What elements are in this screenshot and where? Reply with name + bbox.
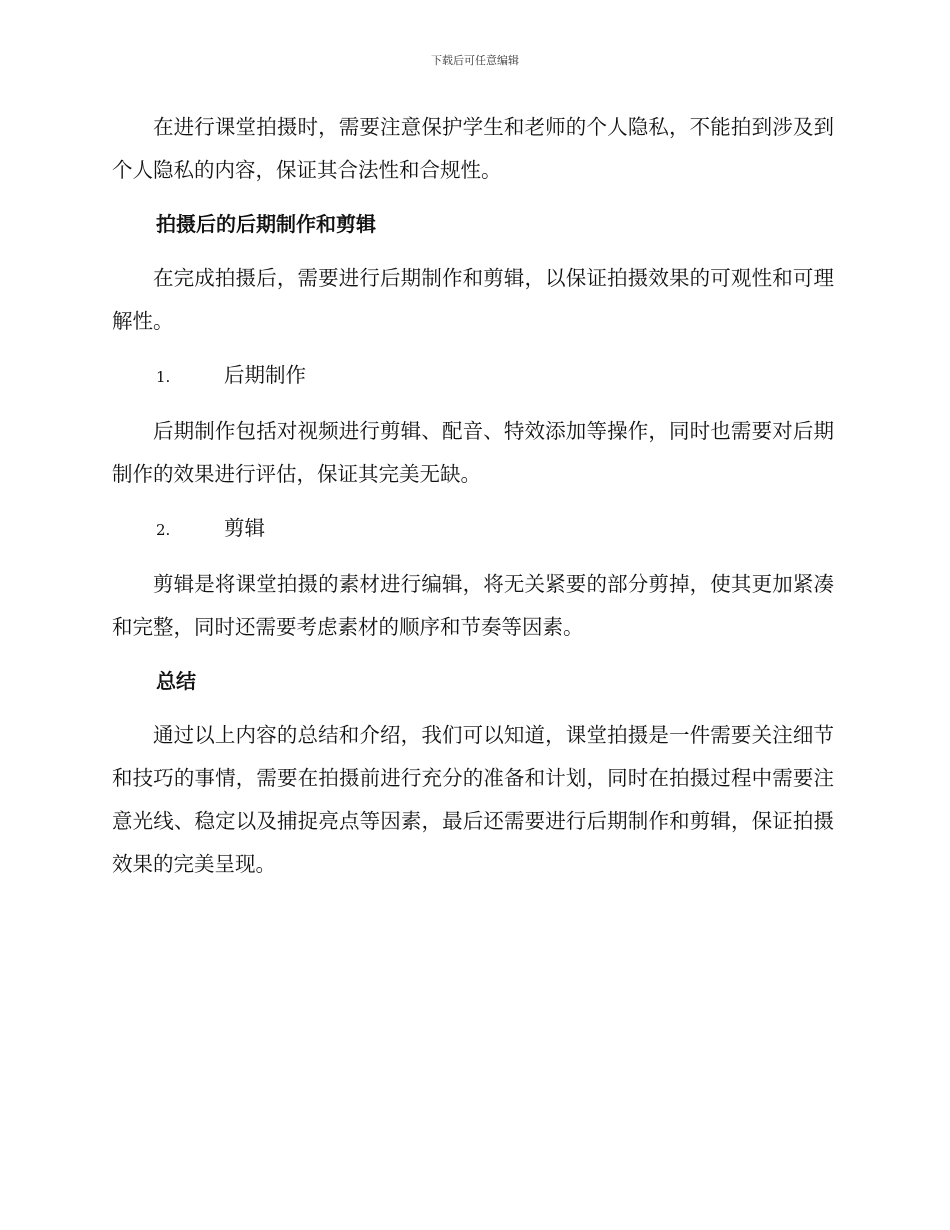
section-heading-summary: 总结 <box>156 669 196 693</box>
list-item-post-production <box>112 354 834 399</box>
list-title: 剪辑 <box>224 516 265 540</box>
document-body <box>112 106 834 886</box>
paragraph-post-production: 后期制作包括对视频进行剪辑、配音、特效添加等操作，同时也需要对后期制作的效果进行评估，保证其完美无缺。 <box>112 419 834 486</box>
paragraph-summary: 通过以上内容的总结和介绍，我们可以知道，课堂拍摄是一件需要关注细节和技巧的事情，需要在拍摄前进行充分的准备和计划，同时在拍摄过程中需要注意光线、稳定以及捕捉亮点等因素，最后还需要进行后期制作和剪辑，保证拍摄效果的完美呈现。 <box>112 723 834 876</box>
list-title: 后期制作 <box>224 363 306 387</box>
paragraph-post-intro: 在完成拍摄后，需要进行后期制作和剪辑，以保证拍摄效果的可观性和可理解性。 <box>112 266 834 333</box>
list-number: 1. <box>156 368 171 386</box>
paragraph-editing: 剪辑是将课堂拍摄的素材进行编辑，将无关紧要的部分剪掉，使其更加紧凑和完整，同时还需要考虑素材的顺序和节奏等因素。 <box>112 572 834 639</box>
paragraph-privacy: 在进行课堂拍摄时，需要注意保护学生和老师的个人隐私，不能拍到涉及到个人隐私的内容，保证其合法性和合规性。 <box>112 115 834 182</box>
list-number: 2. <box>156 521 171 539</box>
page-header: 下载后可任意编辑 <box>431 54 519 67</box>
list-item-editing <box>112 507 834 552</box>
section-heading-post-production: 拍摄后的后期制作和剪辑 <box>156 212 376 236</box>
